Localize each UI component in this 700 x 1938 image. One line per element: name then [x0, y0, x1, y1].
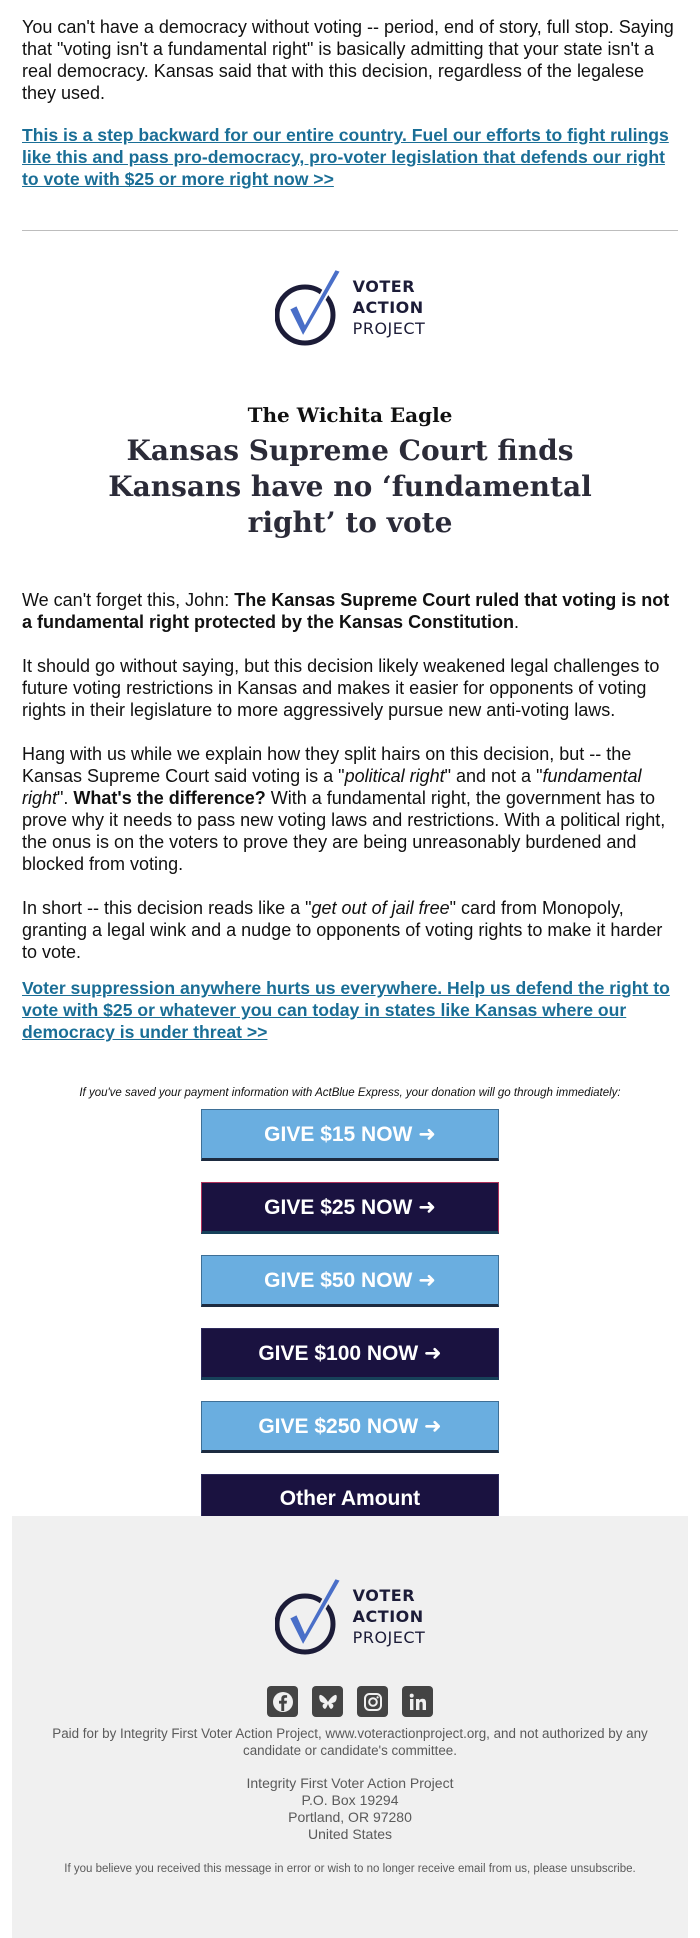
address-country: United States: [307, 1826, 393, 1842]
logo-line-3: PROJECT: [352, 318, 426, 338]
address-city: Portland, OR 97280: [288, 1809, 412, 1825]
other-amount-button[interactable]: Other Amount: [201, 1474, 499, 1526]
logo-line-1: VOTER: [352, 276, 416, 296]
bluesky-icon[interactable]: [312, 1686, 343, 1717]
logo-wordmark: [353, 276, 426, 339]
email-footer: [12, 1516, 688, 1938]
instagram-icon[interactable]: [357, 1686, 388, 1717]
body-paragraph-3: Hang with us while we explain how they split hairs on this decision, but -- the Kansas Supreme Court said voting is a "political right" and not a "fundamental right". What's the difference? With a fundamental right, the government has to prove why it needs to pass new voting laws and restrictions. With a political right, the onus is on the voters to prove they are being unreasonably burdened and blocked from voting.: [22, 744, 666, 874]
social-links: [12, 1686, 688, 1717]
intro-paragraph: You can't have a democracy without voting -- period, end of story, full stop. Saying that "voting isn't a fundamental right" is basically admitting that your state isn't a real democracy. Kansas said that with this decision, regardless of the legalese they used.: [22, 17, 674, 103]
give-25-button[interactable]: GIVE $25 NOW ➜: [201, 1182, 499, 1234]
unsubscribe-text[interactable]: If you believe you received this message in error or wish to no longer receive email from us, please unsubscribe.: [64, 1863, 636, 1875]
give-15-button[interactable]: GIVE $15 NOW ➜: [201, 1109, 499, 1161]
actblue-express-note: If you've saved your payment information with ActBlue Express, your donation will go through immediately:: [79, 1087, 621, 1099]
body-paragraph-1: We can't forget this, John: The Kansas Supreme Court ruled that voting is not a fundamental right protected by the Kansas Constitution.: [22, 590, 670, 632]
footer-logo: [12, 1574, 688, 1658]
give-100-button[interactable]: GIVE $100 NOW ➜: [201, 1328, 499, 1380]
newspaper-masthead: The Wichita Eagle: [247, 403, 453, 427]
donate-link-top[interactable]: This is a step backward for our entire country. Fuel our efforts to fight rulings like this and pass pro-democracy, pro-voter legislation that defends our right to vote with $25 or more right now >>: [22, 125, 669, 189]
donation-buttons: [22, 1109, 678, 1547]
logo-line-2: ACTION: [352, 297, 424, 317]
address-po-box: P.O. Box 19294: [301, 1792, 399, 1808]
article-headline: Kansas Supreme Court finds Kansans have no ‘fundamental right’ to vote: [108, 434, 592, 539]
body-paragraph-4: In short -- this decision reads like a "get out of jail free" card from Monopoly, granting a legal wink and a nudge to opponents of voting rights to make it harder to vote.: [22, 898, 663, 962]
give-250-button[interactable]: GIVE $250 NOW ➜: [201, 1401, 499, 1453]
divider: [22, 230, 678, 231]
donate-link-bottom[interactable]: Voter suppression anywhere hurts us everywhere. Help us defend the right to vote with $25 or whatever you can today in states like Kansas where our democracy is under threat >>: [22, 978, 670, 1042]
body-paragraph-2: It should go without saying, but this decision likely weakened legal challenges to future voting restrictions in Kansas and makes it easier for opponents of voting rights in their legislature to more aggressively pursue new anti-voting laws.: [22, 656, 660, 720]
checkmark-logo-icon: [275, 265, 345, 349]
checkmark-logo-icon: [275, 1574, 345, 1658]
body-bold-claim: The Kansas Supreme Court ruled that voting is not a fundamental right protected by the Kansas Constitution: [22, 590, 670, 632]
address-org: Integrity First Voter Action Project: [246, 1775, 454, 1791]
voter-action-project-logo: [22, 265, 678, 349]
facebook-icon[interactable]: [267, 1686, 298, 1717]
paid-for-disclaimer: Paid for by Integrity First Voter Action Project, www.voteractionproject.org, and not authorized by any candidate or candidate's committee.: [52, 1726, 648, 1758]
mailing-address: [12, 1775, 688, 1843]
linkedin-icon[interactable]: [402, 1686, 433, 1717]
give-50-button[interactable]: GIVE $50 NOW ➜: [201, 1255, 499, 1307]
logo-wordmark: VOTER ACTION PROJECT: [352, 1585, 426, 1647]
